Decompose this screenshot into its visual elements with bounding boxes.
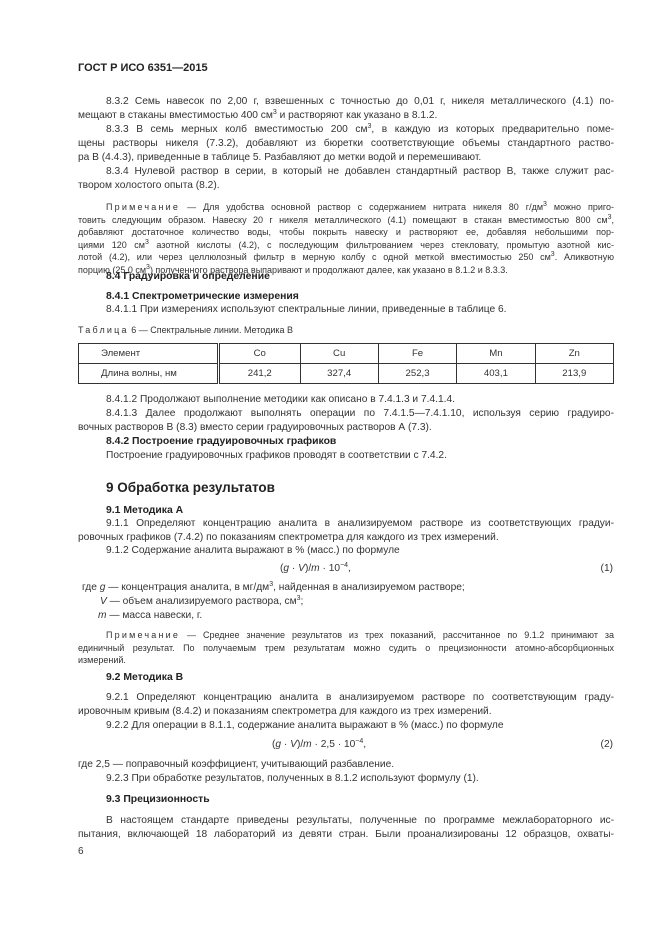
paragraph-8-4-1-2: 8.4.1.2 Продолжают выполнение методики как описано в 7.4.1.3 и 7.4.1.4. [106,394,455,405]
page-number: 6 [78,846,84,857]
table-row: Элемент Co Cu Fe Mn Zn [79,344,614,364]
formula-1: $(g \cdot V)/m \cdot 10^{-4}$, [280,562,351,574]
note-8-3: Примечание — Для удобства основной раствор с содержанием нитрата никеля 80 $г/дм^3$ можно приго- товить следующим образом. Навеску 20 г никеля металлического (4.1) помещают в стакан вместимостью 800 $см^3$, добавляют достаточное количество воды, чтобы покрыть навеску и растворяют ее, добавляя небольшими пор- циями 120 $см^3$ азотной кислоты (4.2), с последующим фильтрованием через стекловату, промытую азотной кис- лотой (4.2), или через целлюлозный фильтр в мерную колбу с одной меткой вместимостью 250 $см^3$. Аликвотную порцию (25,0 $см^3$) полученного раствора выпаривают и продолжают далее, как указано в 8.1.2 и 8.3.3. [78,201,614,275]
heading-8-4-1: 8.4.1 Спектрометрические измерения [106,291,299,302]
note-9-1: Примечание — Среднее значение результатов из трех показаний, рассчитанное по 9.1.2 принимают за единичный результат. По получаемым трем результатам можно судить о прецизионности атомно-абсорбционных измерений. [78,630,614,666]
heading-9-2: 9.2 Методика В [106,672,184,683]
paragraph-9-2-1: 9.2.1 Определяют концентрацию аналита в анализируемом растворе по соответствующим граду- ировочным кривым (8.4.2) и показаниям спектрометра для каждого из трех измерений. [78,692,614,717]
heading-8-4-2: 8.4.2 Построение градуировочных графиков [106,436,337,447]
heading-9-3: 9.3 Прецизионность [106,794,210,805]
where-m: m — масса навески, г. [98,610,203,621]
paragraph-8-3-4: 8.3.4 Нулевой раствор в серии, в который не добавлен стандартный раствор В, также служит рас- твором холостого опыта (8.2). [78,166,614,191]
where-2-5: где 2,5 — поправочный коэффициент, учитывающий разбавление. [78,759,395,770]
paragraph-9-2-2: 9.2.2 Для операции в 8.1.1, содержание аналита выражают в % (масс.) по формуле [106,720,504,731]
formula-2: $(g \cdot V)/m \cdot 2,5 \cdot 10^{-4}$, [272,738,367,750]
paragraph-8-4-1-3: 8.4.1.3 Далее продолжают выполнять операции по 7.4.1.5—7.4.1.10, используя серию градуиро- вочных растворов В (8.3) вместо серии градуировочных растворов А (7.3). [78,408,614,433]
paragraph-9-3: В настоящем стандарте приведены результаты, полученные по программе межлабораторного ис- пытания, включающей 18 лабораторий из девяти стран. Были проанализированы 12 образцов, охваты- [78,815,614,840]
where-g: где g — концентрация аналита, в $мг/дм^3$, найденная в анализируемом растворе; [82,581,465,593]
equation-number-1: (1) [600,563,613,574]
paragraph-8-4-1-1: 8.4.1.1 При измерениях используют спектральные линии, приведенные в таблице 6. [106,304,507,315]
spectral-lines-table [78,343,614,384]
paragraph-9-1-1: 9.1.1 Определяют концентрацию аналита в анализируемом растворе из соответствующих градуи- ровочных графиков (7.4.2) по показаниям спектрометра для каждого из трех измерений. [78,518,614,543]
heading-8-4: 8.4 Градуировка и определение [106,271,270,282]
heading-9: 9 Обработка результатов [106,480,275,495]
where-v: V — объем анализируемого раствора, $см^3$; [100,595,304,607]
table-caption: Таблица 6 — Спектральные линии. Методика В [78,325,294,335]
table-row: Длина волны, нм 241,2 327,4 252,3 403,1 213,9 [79,364,614,384]
heading-9-1: 9.1 Методика А [106,505,184,516]
paragraph-8-3-2: 8.3.2 Семь навесок по 2,00 г, взвешенных с точностью до 0,01 г, никеля металлического (4.1) по- мещают в стаканы вместимостью 400 $см^3$ и растворяют как указано в 8.1.2. [78,96,614,121]
equation-number-2: (2) [600,739,613,750]
paragraph-8-3-3: 8.3.3 В семь мерных колб вместимостью 200 $см^3$, в каждую из которых предварительно поме- щены растворы никеля (7.3.2), добавляют из бюретки соответствующие объемы стандартного раство- ра В (4.4.3), приведенные в таблице 5. Разбавляют до метки водой и перемешивают. [78,123,615,163]
paragraph-9-1-2: 9.1.2 Содержание аналита выражают в % (масс.) по формуле [106,545,400,556]
note-label: Примечание [106,202,181,212]
document-header: ГОСТ Р ИСО 6351—2015 [78,62,208,74]
paragraph-8-4-2: Построение градуировочных графиков проводят в соответствии с 7.4.2. [106,450,447,461]
paragraph-9-2-3: 9.2.3 При обработке результатов, полученных в 8.1.2 используют формулу (1). [106,773,479,784]
